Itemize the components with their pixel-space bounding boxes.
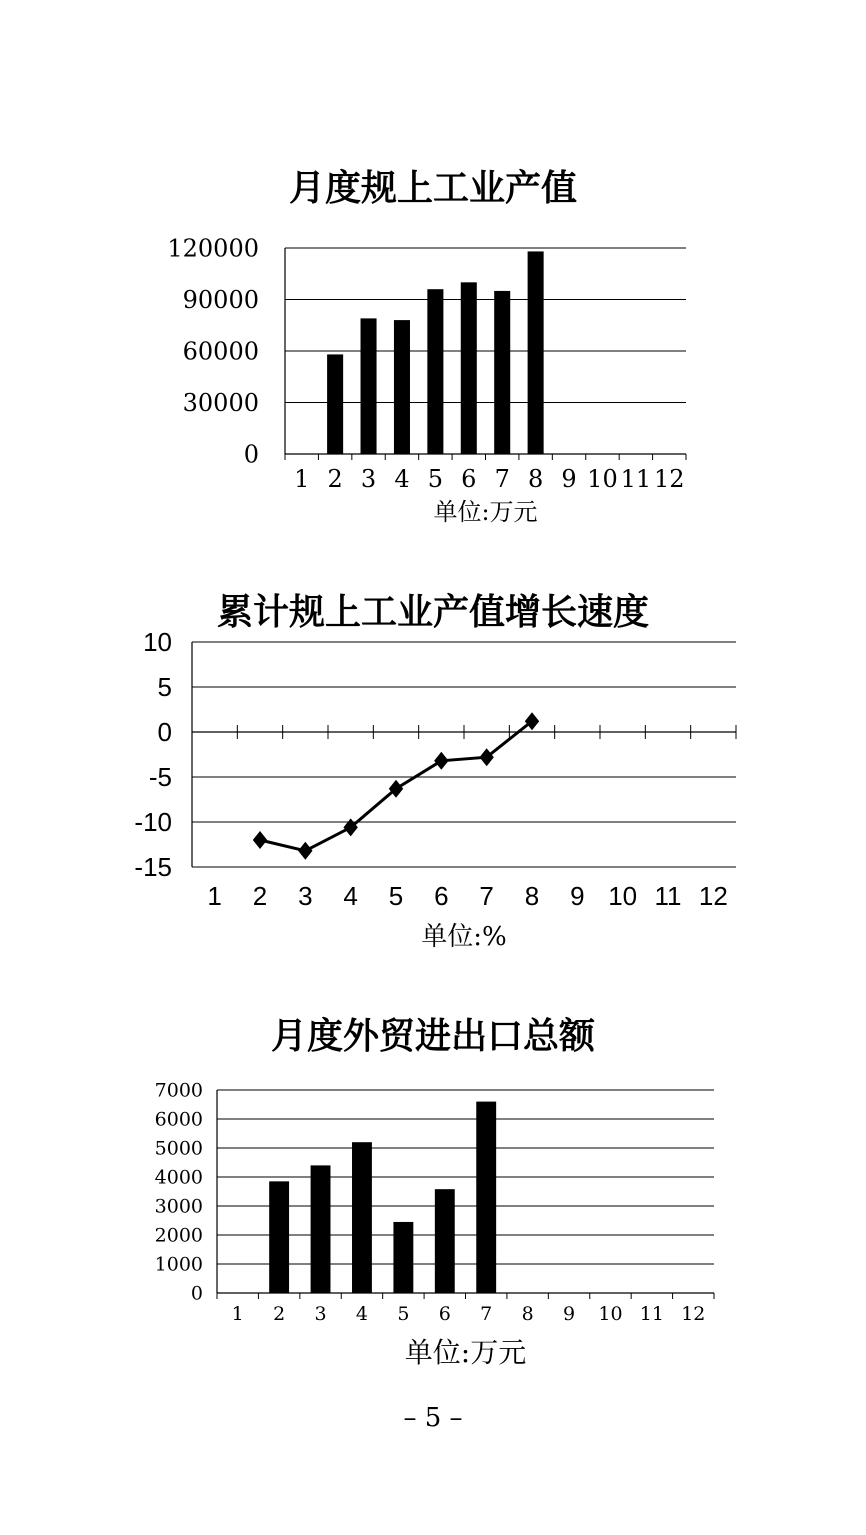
y-tick-label: 0 (243, 440, 259, 469)
bar-3 (361, 318, 377, 454)
bar-7 (494, 291, 510, 454)
x-tick-label: 9 (570, 881, 585, 911)
x-tick-label: 10 (587, 465, 618, 493)
y-tick-label: 2000 (154, 1224, 203, 1247)
x-axis-label: 单位:% (421, 922, 507, 952)
y-tick-label: 5 (157, 672, 172, 703)
x-tick-label: 5 (397, 1303, 410, 1325)
x-tick-label: 3 (360, 465, 377, 493)
y-tick-label: 90000 (182, 285, 259, 314)
point-2 (253, 831, 267, 849)
x-tick-label: 8 (527, 465, 544, 493)
point-5 (389, 780, 403, 798)
y-tick-label: 1000 (154, 1253, 203, 1276)
x-tick-label: 11 (620, 465, 652, 493)
x-tick-label: 4 (343, 881, 358, 911)
point-4 (343, 818, 357, 836)
x-tick-label: 5 (427, 465, 444, 493)
x-tick-label: 11 (654, 881, 682, 911)
x-tick-label: 7 (494, 465, 510, 493)
chart3-title: 月度外贸进出口总额 (270, 1016, 595, 1057)
point-6 (434, 752, 448, 770)
x-tick-label: 2 (327, 465, 343, 493)
y-tick-label: 120000 (167, 234, 259, 263)
y-tick-label: 60000 (182, 337, 259, 366)
y-tick-label: 5000 (154, 1137, 203, 1160)
x-tick-label: 10 (608, 881, 638, 911)
bar-2 (327, 354, 343, 454)
x-axis-label: 单位:万元 (404, 1336, 527, 1369)
x-tick-label: 10 (598, 1303, 623, 1325)
y-tick-label: 6000 (154, 1108, 203, 1131)
y-tick-label: 0 (190, 1282, 203, 1305)
y-tick-label: 7000 (154, 1079, 203, 1102)
chart2-title: 累计规上工业产值增长速度 (216, 592, 649, 633)
x-tick-label: 7 (479, 881, 494, 911)
y-tick-label: -5 (148, 762, 172, 793)
bar-2 (269, 1181, 289, 1293)
x-axis-label: 单位:万元 (433, 498, 538, 526)
chart1-svg (0, 170, 866, 550)
x-tick-label: 12 (681, 1303, 706, 1325)
x-tick-label: 6 (434, 881, 449, 911)
y-tick-label: -15 (134, 852, 172, 883)
bar-6 (461, 282, 477, 454)
x-tick-label: 3 (298, 881, 313, 911)
x-tick-label: 6 (438, 1303, 451, 1325)
bar-7 (476, 1102, 496, 1293)
x-tick-label: 1 (294, 465, 310, 493)
bar-4 (352, 1142, 372, 1293)
y-tick-label: 3000 (154, 1195, 203, 1218)
x-tick-label: 7 (480, 1303, 493, 1325)
page-number: – 5 – (403, 1403, 463, 1433)
x-tick-label: 3 (314, 1303, 327, 1325)
x-tick-label: 11 (639, 1303, 664, 1325)
bar-3 (311, 1165, 331, 1293)
x-tick-label: 4 (355, 1303, 369, 1325)
y-tick-label: 10 (143, 627, 172, 658)
bar-8 (528, 251, 544, 454)
y-tick-label: 4000 (154, 1166, 203, 1189)
x-tick-label: 2 (273, 1303, 286, 1325)
point-3 (298, 842, 312, 860)
x-tick-label: 1 (231, 1303, 244, 1325)
x-tick-label: 12 (698, 881, 728, 911)
x-tick-label: 2 (252, 881, 268, 911)
x-tick-label: 8 (524, 881, 540, 911)
bar-5 (393, 1222, 413, 1293)
x-tick-label: 1 (207, 881, 222, 911)
point-8 (525, 712, 539, 730)
y-tick-label: -10 (134, 807, 172, 838)
x-tick-label: 9 (561, 465, 577, 493)
chart2-svg (0, 570, 866, 960)
chart1-title: 月度规上工业产值 (288, 168, 577, 209)
x-tick-label: 6 (461, 465, 477, 493)
x-tick-label: 8 (521, 1303, 534, 1325)
x-tick-label: 9 (562, 1303, 576, 1325)
chart3-svg (0, 1070, 866, 1390)
bar-4 (394, 320, 410, 454)
x-tick-label: 4 (394, 465, 410, 493)
bar-6 (435, 1189, 455, 1293)
y-tick-label: 0 (157, 717, 172, 748)
x-tick-label: 12 (654, 465, 685, 493)
y-tick-label: 30000 (182, 388, 259, 417)
x-tick-label: 5 (388, 881, 404, 911)
point-7 (479, 748, 493, 766)
bar-5 (427, 289, 443, 454)
